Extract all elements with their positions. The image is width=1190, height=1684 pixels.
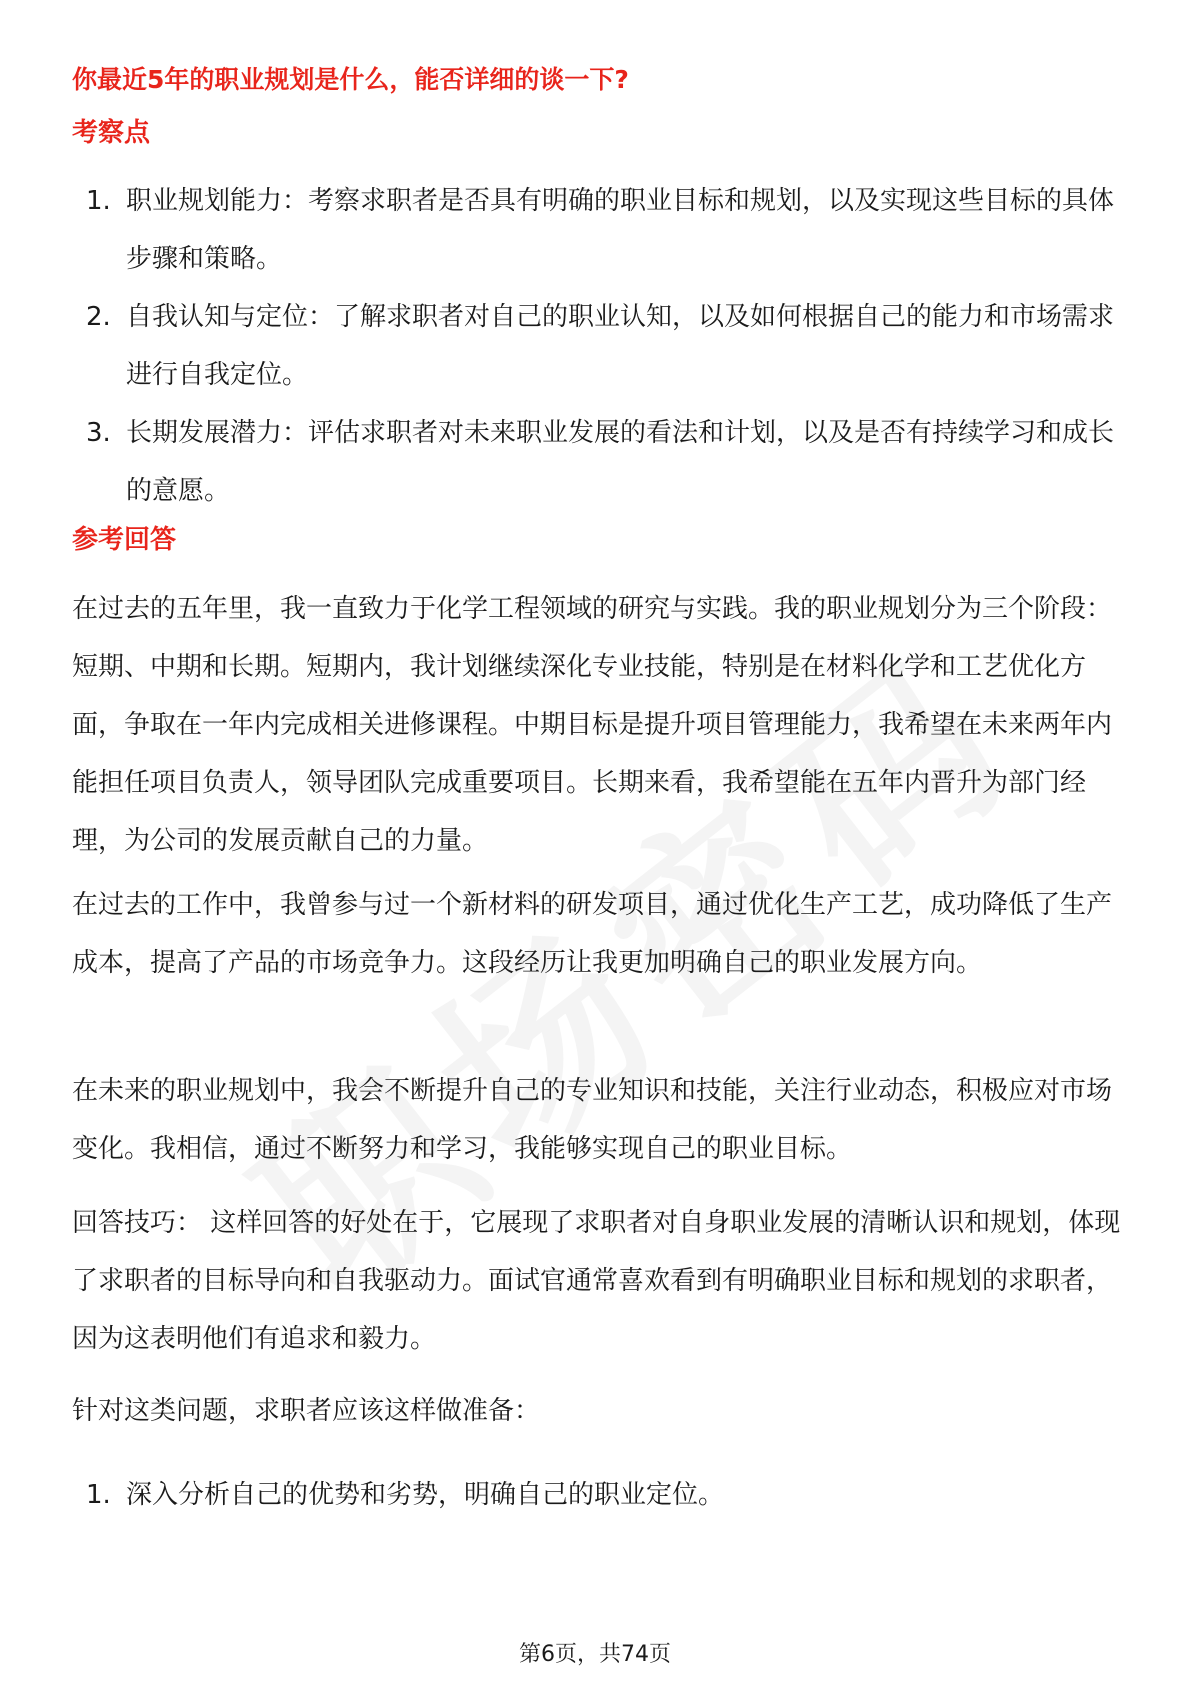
answer-paragraph: 在过去的五年里，我一直致力于化学工程领域的研究与实践。我的职业规划分为三个阶段：短期、中期和长期。短期内，我计划继续深化专业技能，特别是在材料化学和工艺优化方面，争取在一年内完成相关进修课程。中期目标是提升项目管理能力，我希望在未来两年内能担任项目负责人，领导团队完成重要项目。长期来看，我希望能在五年内晋升为部门经理，为公司的发展贡献自己的力量。 [72,594,1113,856]
page-footer: 第6页，共74页 [519,1642,671,1667]
prep-intro-paragraph: 针对这类问题，求职者应该这样做准备： [72,1396,541,1426]
prep-list [72,1466,1132,1524]
list-number: 2. [86,302,111,332]
answer-paragraph: 在过去的工作中，我曾参与过一个新材料的研发项目，通过优化生产工艺，成功降低了生产成本，提高了产品的市场竞争力。这段经历让我更加明确自己的职业发展方向。 [72,890,1113,978]
list-item-text: 深入分析自己的优势和劣势，明确自己的职业定位。 [126,1480,725,1510]
section-heading-assessment: 考察点 [72,118,151,148]
list-number: 3. [86,418,111,448]
section-heading-reference-answer: 参考回答 [72,525,177,555]
list-number: 1. [86,186,111,216]
list-item [72,1466,1132,1524]
list-item [72,288,1132,404]
list-number: 1. [86,1480,111,1510]
list-item-text: 自我认知与定位：了解求职者对自己的职业认知，以及如何根据自己的能力和市场需求进行自我定位。 [126,302,1115,390]
list-item [72,404,1132,520]
answer-paragraph: 在未来的职业规划中，我会不断提升自己的专业知识和技能，关注行业动态，积极应对市场变化。我相信，通过不断努力和学习，我能够实现自己的职业目标。 [72,1076,1113,1164]
tips-paragraph: 回答技巧： 这样回答的好处在于，它展现了求职者对自身职业发展的清晰认识和规划，体现了求职者的目标导向和自我驱动力。面试官通常喜欢看到有明确职业目标和规划的求职者，因为这表明他们有追求和毅力。 [72,1208,1121,1354]
list-item [72,172,1132,288]
question-title: 你最近5年的职业规划是什么，能否详细的谈一下? [72,65,629,94]
assessment-list [72,172,1132,520]
list-item-text: 职业规划能力：考察求职者是否具有明确的职业目标和规划，以及实现这些目标的具体步骤和策略。 [126,186,1115,274]
list-item-text: 长期发展潜力：评估求职者对未来职业发展的看法和计划，以及是否有持续学习和成长的意愿。 [126,418,1115,506]
